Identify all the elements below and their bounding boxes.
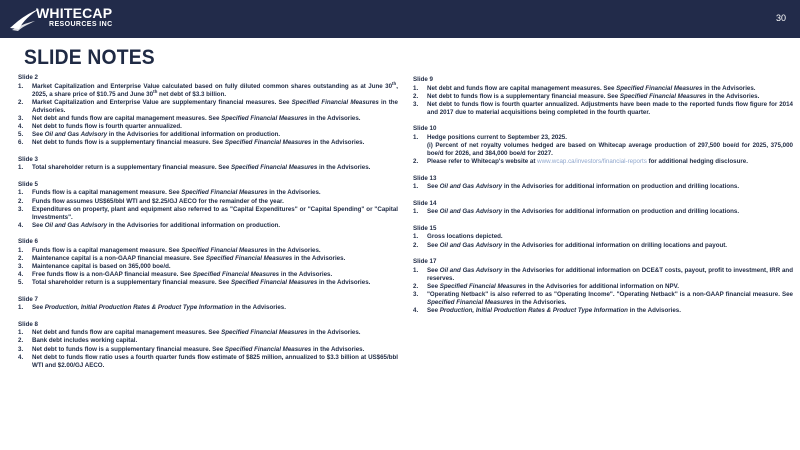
slide-note-section <box>413 258 793 315</box>
section-heading: Slide 6 <box>18 238 38 246</box>
reference-title: Oil and Gas Advisory <box>439 183 503 191</box>
note-text: net debt of $3.3 billion. <box>157 90 227 98</box>
note-number: 2. <box>18 254 24 262</box>
note-item <box>18 189 398 197</box>
note-item <box>18 198 398 206</box>
notes-column-left <box>18 74 398 378</box>
note-number: 1. <box>413 133 419 141</box>
logo-name: WHITECAP <box>36 5 113 21</box>
slide-note-section <box>18 238 398 287</box>
note-item <box>413 307 793 315</box>
reference-title: Specified Financial Measures <box>230 164 318 172</box>
note-item <box>413 158 793 166</box>
note-number: 2. <box>413 92 419 100</box>
note-item <box>18 123 398 131</box>
note-text: Free funds flow is a non-GAAP financial measure. See <box>32 271 193 279</box>
reference-title: Specified Financial Measures <box>619 92 707 100</box>
note-text: Funds flow assumes US$65/bbl WTI and $2.25/GJ AECO for the remainder of the year. <box>32 197 284 205</box>
ordinal-suffix: th <box>392 80 397 86</box>
note-text: in the Advisories for additional information on production and drilling locations. <box>502 208 740 216</box>
note-item <box>18 80 398 99</box>
slide-note-section <box>413 200 793 217</box>
notes-column-right <box>413 76 793 324</box>
slide-note-section <box>413 225 793 250</box>
note-item <box>18 346 398 354</box>
note-item <box>18 354 398 370</box>
reference-title: Oil and Gas Advisory <box>439 241 503 249</box>
note-item <box>413 93 793 101</box>
note-number: 1. <box>18 304 24 312</box>
note-item <box>18 255 398 263</box>
note-number: 4. <box>413 307 419 315</box>
note-number: 3. <box>413 100 419 108</box>
logo-subtitle: RESOURCES INC <box>49 21 113 28</box>
note-number: 2. <box>413 241 419 249</box>
page-title: SLIDE NOTES <box>24 46 155 69</box>
note-number: 1. <box>18 189 24 197</box>
note-item <box>18 164 398 172</box>
note-text: in the Advisories for additional information on production. <box>107 221 281 229</box>
reference-title: Specified Financial Measures <box>181 189 268 197</box>
note-text: Net debt to funds flow is a supplementary financial measure. See <box>32 139 225 147</box>
reference-title: Specified Financial Measures <box>230 279 318 287</box>
note-item <box>18 279 398 287</box>
note-item <box>413 101 793 117</box>
note-number: 5. <box>18 279 24 287</box>
note-item <box>18 131 398 139</box>
note-text: Net debt to funds flow is a supplementary financial measure. See <box>32 345 225 353</box>
reference-title: Specified Financial Measures <box>291 98 379 106</box>
note-item <box>18 115 398 123</box>
note-text: See <box>427 266 440 274</box>
note-item <box>413 267 793 283</box>
note-text: in the Advisories. <box>32 98 398 114</box>
note-text: in the Advisories. <box>317 164 371 172</box>
note-text: See <box>427 183 440 191</box>
note-text: in the Advisories. <box>311 139 365 147</box>
note-text: Market Capitalization and Enterprise Value calculated based on fully diluted common shares outstanding as at June 30 <box>32 82 393 90</box>
note-number: 1. <box>18 164 24 172</box>
note-text: Net debt to funds flow is a supplementary financial measure. See <box>427 92 620 100</box>
note-text: "Operating Netback" is also referred to as "Operating Income". "Operating Netback" is a non-GAAP financial measure. See <box>427 290 793 298</box>
note-text: See <box>32 221 45 229</box>
reference-title: Specified Financial Measures <box>224 139 312 147</box>
section-heading: Slide 17 <box>413 258 437 266</box>
note-text: in the Advisories. <box>627 307 681 315</box>
note-number: 2. <box>18 98 24 106</box>
reference-title: Oil and Gas Advisory <box>439 266 503 274</box>
note-sub-paragraph: (i) Percent of net royalty volumes hedged are based on Whitecap average production of 297,500 boe/d for 2025, 375,000 boe/d for 2026, and 384,000 boe/d for 2027. <box>427 142 793 158</box>
note-number: 4. <box>18 271 24 279</box>
header-bar <box>0 0 800 38</box>
section-heading: Slide 3 <box>18 155 38 163</box>
note-number: 2. <box>18 337 24 345</box>
note-item <box>413 208 793 216</box>
note-item <box>413 85 793 93</box>
note-text: , 2025, a share price of $10.75 and June 30 <box>32 82 398 98</box>
note-item <box>413 134 793 142</box>
slide-note-section <box>413 175 793 192</box>
note-number: 4. <box>18 221 24 229</box>
note-number: 3. <box>18 114 24 122</box>
note-text: Funds flow is a capital management measure. See <box>32 189 182 197</box>
note-text: Net debt and funds flow are capital management measures. See <box>32 114 222 122</box>
note-text: Maintenance capital is based on 365,000 boe/d. <box>32 263 171 271</box>
ordinal-suffix: th <box>153 88 158 94</box>
reference-title: Oil and Gas Advisory <box>44 221 108 229</box>
note-item <box>18 206 398 222</box>
note-number: 5. <box>18 131 24 139</box>
section-heading: Slide 13 <box>413 174 437 182</box>
reference-title: Production, Initial Production Rates & Product Type Information <box>439 307 628 315</box>
note-text: Maintenance capital is a non-GAAP financial measure. See <box>32 254 206 262</box>
section-heading: Slide 7 <box>18 295 38 303</box>
note-text: See <box>32 304 45 312</box>
section-heading: Slide 10 <box>413 125 437 133</box>
note-number: 3. <box>18 263 24 271</box>
note-text: Total shareholder return is a supplementary financial measure. See <box>32 279 231 287</box>
note-item <box>18 329 398 337</box>
note-text: Expenditures on property, plant and equipment also referred to as "Capital Expenditures" or "Capital Spending" or "Capital Investments". <box>32 205 398 221</box>
note-number: 1. <box>413 84 419 92</box>
note-text: Net debt to funds flow ratio uses a fourth quarter funds flow estimate of $825 million, annualized to $3.3 billion at US$65/bbl WTI and $2.00/GJ AECO. <box>32 353 398 369</box>
note-text: in the Advisories. <box>279 271 333 279</box>
reference-title: Specified Financial Measures <box>221 114 308 122</box>
reference-title: Specified Financial Measures <box>616 84 703 92</box>
reference-title: Specified Financial Measures <box>192 271 280 279</box>
note-item <box>18 337 398 345</box>
reference-title: Specified Financial Measures <box>224 345 312 353</box>
note-number: 3. <box>18 205 24 213</box>
note-text: in the Advisories for additional information on DCE&T costs, payout, profit to investment, IRR and reserves. <box>427 266 793 282</box>
website-link[interactable]: www.wcap.ca/investors/financial-reports <box>537 158 647 166</box>
note-text: See <box>32 131 45 139</box>
note-text: in the Advisories. <box>702 84 756 92</box>
note-text: Net debt and funds flow are capital management measures. See <box>32 329 222 337</box>
note-text: in the Advisories. <box>307 114 361 122</box>
note-text: Total shareholder return is a supplementary financial measure. See <box>32 164 231 172</box>
note-number: 1. <box>18 246 24 254</box>
note-item <box>413 233 793 241</box>
note-text: in the Advisories. <box>267 189 321 197</box>
note-item <box>18 99 398 115</box>
note-text: See <box>427 282 440 290</box>
slide-note-section <box>18 74 398 147</box>
reference-title: Specified Financial Measures <box>439 282 527 290</box>
reference-title: Oil and Gas Advisory <box>439 208 503 216</box>
note-number: 2. <box>413 282 419 290</box>
note-number: 1. <box>18 82 24 90</box>
reference-title: Specified Financial Measures <box>205 254 293 262</box>
note-number: 1. <box>413 208 419 216</box>
note-number: 2. <box>413 158 419 166</box>
note-item <box>413 283 793 291</box>
note-text: Hedge positions current to September 23, 2025. <box>427 133 567 141</box>
note-number: 3. <box>18 345 24 353</box>
reference-title: Production, Initial Production Rates & Product Type Information <box>44 304 233 312</box>
note-item <box>413 242 793 250</box>
note-number: 1. <box>413 183 419 191</box>
note-text: in the Advisories. <box>267 246 321 254</box>
section-heading: Slide 15 <box>413 224 437 232</box>
slide-note-section <box>18 321 398 370</box>
section-heading: Slide 14 <box>413 199 437 207</box>
slide-note-section <box>18 296 398 313</box>
note-text: See <box>427 307 440 315</box>
note-text: Market Capitalization and Enterprise Value are supplementary financial measures. See <box>32 98 292 106</box>
note-item <box>18 271 398 279</box>
section-heading: Slide 2 <box>18 74 38 81</box>
section-heading: Slide 9 <box>413 76 433 83</box>
note-text: Bank debt includes working capital. <box>32 337 138 345</box>
note-text: for additional hedging disclosure. <box>646 158 748 166</box>
note-text: See <box>427 208 440 216</box>
section-heading: Slide 5 <box>18 180 38 188</box>
note-text: in the Advisories. <box>307 329 361 337</box>
note-number: 1. <box>18 329 24 337</box>
slide-note-section <box>18 181 398 230</box>
note-number: 4. <box>18 123 24 131</box>
slide-note-section <box>413 76 793 117</box>
slide-note-section <box>413 125 793 166</box>
note-text: in the Advisories. <box>232 304 286 312</box>
note-number: 1. <box>413 266 419 274</box>
note-text: in the Advisories for additional information on drilling locations and payout. <box>502 241 728 249</box>
page-number: 30 <box>775 13 786 23</box>
note-text: in the Advisories. <box>292 254 346 262</box>
whitecap-logo <box>8 4 118 34</box>
note-item <box>413 183 793 191</box>
note-item <box>18 139 398 147</box>
note-number: 6. <box>18 139 24 147</box>
reference-title: Specified Financial Measures <box>181 246 268 254</box>
note-text: Net debt and funds flow are capital management measures. See <box>427 84 617 92</box>
note-text: Gross locations depicted. <box>427 233 503 241</box>
reference-title: Specified Financial Measures <box>221 329 308 337</box>
note-item <box>18 247 398 255</box>
note-number: 3. <box>413 290 419 298</box>
note-text: in the Advisories. <box>317 279 371 287</box>
section-heading: Slide 8 <box>18 320 38 328</box>
note-text: Net debt to funds flow is fourth quarter annualized. <box>32 123 182 131</box>
note-text: in the Advisories for additional information on production and drilling locations. <box>502 183 740 191</box>
reference-title: Oil and Gas Advisory <box>44 131 108 139</box>
reference-title: Specified Financial Measures <box>427 299 514 307</box>
note-text: in the Advisories. <box>706 92 760 100</box>
note-item <box>18 222 398 230</box>
note-item <box>18 304 398 312</box>
note-item <box>413 291 793 307</box>
note-text: in the Advisories. <box>311 345 365 353</box>
note-text: in the Advisories for additional information on production. <box>107 131 281 139</box>
note-text: in the Advisories for additional information on NPV. <box>526 282 679 290</box>
note-text: Funds flow is a capital management measure. See <box>32 246 182 254</box>
note-number: 1. <box>413 233 419 241</box>
note-item <box>18 263 398 271</box>
slide-note-section <box>18 156 398 173</box>
note-text: Net debt to funds flow is fourth quarter annualized. Adjustments have been made to the reported funds flow figure for 2014 and 2017 due to material acquisitions being completed in the fourth quarter. <box>427 100 793 116</box>
note-text: in the Advisories. <box>513 299 567 307</box>
note-number: 4. <box>18 353 24 361</box>
note-text: Please refer to Whitecap's website at <box>427 158 538 166</box>
note-text: See <box>427 241 440 249</box>
note-number: 2. <box>18 197 24 205</box>
